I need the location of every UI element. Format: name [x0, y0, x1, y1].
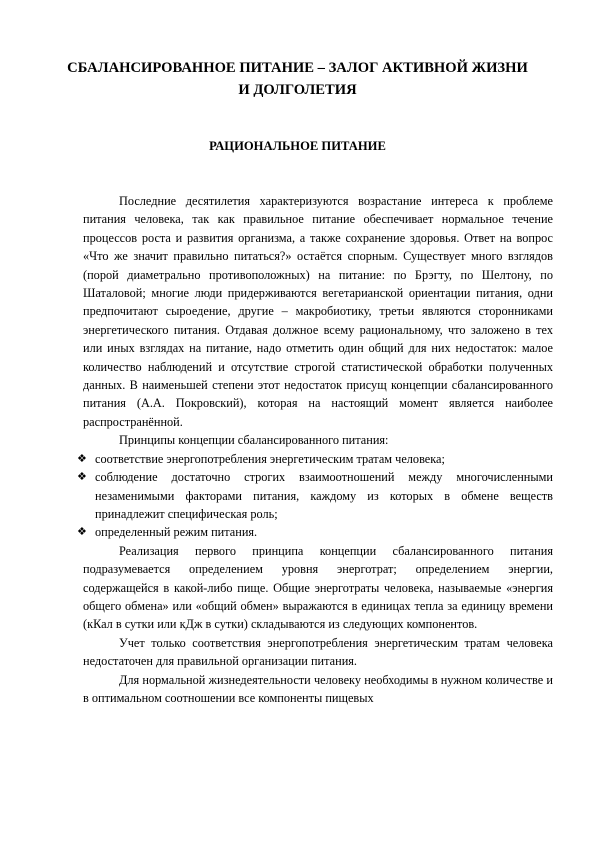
- document-title: СБАЛАНСИРОВАННОЕ ПИТАНИЕ – ЗАЛОГ АКТИВНОЙ ЖИЗНИ И ДОЛГОЛЕТИЯ: [67, 60, 528, 98]
- list-item: [77, 468, 553, 523]
- diamond-bullet-icon: ❖: [77, 471, 87, 484]
- diamond-bullet-icon: ❖: [77, 452, 87, 465]
- list-item: [77, 450, 553, 468]
- paragraph: Учет только соответствия энергопотребления энергетическим тратам человека недостаточен для правильной организации питания.: [83, 635, 553, 669]
- paragraph: Для нормальной жизнедеятельности человеку необходимы в нужном количестве и в оптимальном соотношении все компоненты пищевых: [83, 672, 553, 705]
- list-item-text: соблюдение достаточно строгих взаимоотношений между многочисленными незаменимыми факторами питания, каждому из которых в обмене веществ принадлежит специфическая роль;: [95, 470, 553, 521]
- paragraph: Последние десятилетия характеризуются возрастание интереса к проблеме питания человека, так как правильное питание обеспечивает нормальное течение процессов роста и развития организма, а также сохранение здоровья. Ответ на вопрос «Что же значит правильно питаться?» остаётся спорным. Существует много взглядов (порой диаметрально противоположных) на питание: по Брэгту, по Шелтону, по Шаталовой; многие люди придерживаются вегетарианской ориентации питания, одни предпочитают сыроедение, другие – макробиотику, третьи являются сторонниками энергетического питания. Отдавая должное всему рациональному, что заложено в тех или иных взглядах на питание, надо отметить один общий для них недостаток: малое количество наблюдений и отсутствие строгой статистической обработки полученных данных. В наименьшей степени этот недостаток присущ концепции сбалансированного питания (А.А. Покровский), которая на настоящий момент является наиболее распространённой.: [83, 194, 553, 429]
- principles-list: [77, 450, 553, 542]
- list-item-text: определенный режим питания.: [95, 525, 258, 540]
- section-heading: РАЦИОНАЛЬНОЕ ПИТАНИЕ: [209, 139, 386, 153]
- list-item-text: соответствие энергопотребления энергетическим тратам человека;: [95, 451, 445, 466]
- body-text: [77, 192, 553, 707]
- paragraph: Реализация первого принципа концепции сбалансированного питания подразумевается определением уровня энерготрат; определением энергии, содержащейся в какой-либо пище. Общие энерготраты человека, называемые «энергия общего обмена» или «общий обмен» выражаются в единицах тепла за единицу времени (кКал в сутки или кДж в сутки) складываются из следующих компонентов.: [83, 543, 553, 632]
- paragraph: Принципы концепции сбалансированного питания:: [119, 433, 389, 448]
- list-item: [77, 523, 553, 541]
- diamond-bullet-icon: ❖: [77, 526, 87, 539]
